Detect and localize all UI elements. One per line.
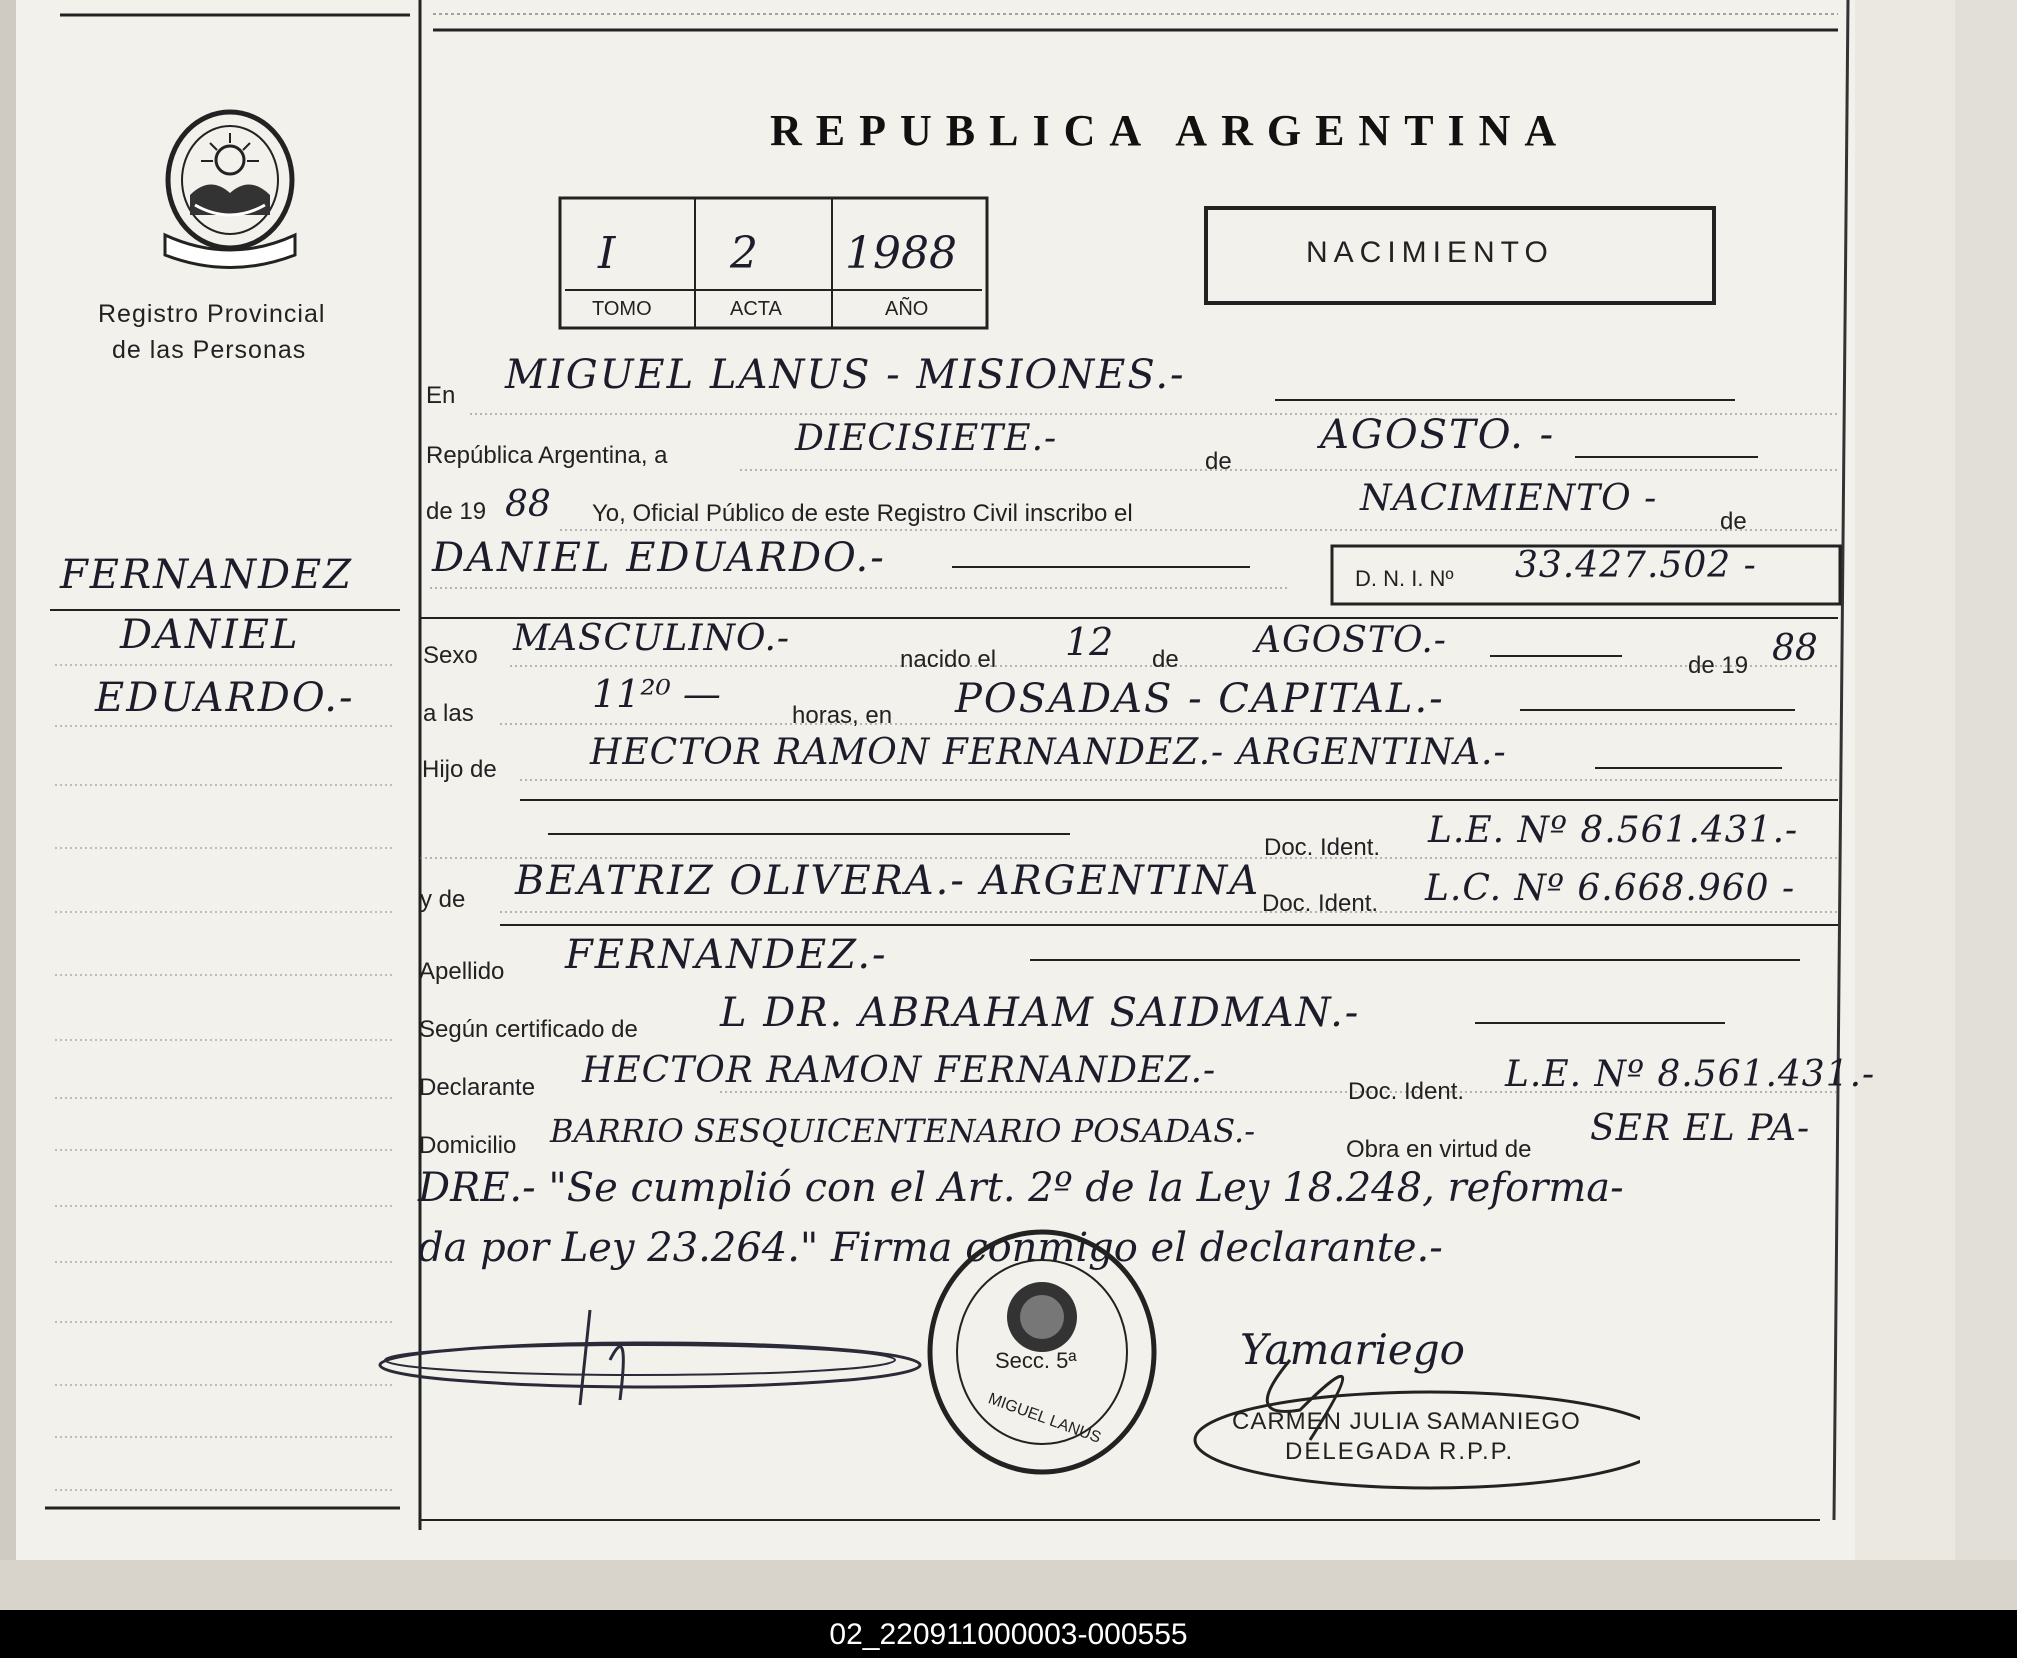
label-declarante: Declarante — [419, 1074, 536, 1101]
value-birth-day: 12 — [1065, 620, 1114, 664]
value-birth-year: 88 — [1772, 628, 1818, 669]
label-de-19: de 19 — [426, 498, 487, 525]
official-title: DELEGADA R.P.P. — [1285, 1438, 1515, 1465]
label-doc-ident-father: Doc. Ident. — [1264, 834, 1381, 861]
label-sexo: Sexo — [423, 642, 478, 669]
value-father: HECTOR RAMON FERNANDEZ.- ARGENTINA.- — [590, 732, 1507, 773]
province-seal — [155, 105, 305, 275]
value-mother: BEATRIZ OLIVERA.- ARGENTINA — [515, 858, 1261, 904]
value-act: NACIMIENTO - — [1360, 478, 1658, 519]
stamp-bottom-text: MIGUEL LANUS — [985, 1390, 1104, 1447]
label-y-de: y de — [420, 886, 466, 913]
label-doc-ident-declarant: Doc. Ident. — [1348, 1078, 1465, 1105]
value-month: AGOSTO. - — [1320, 412, 1556, 458]
official-signature-flourish — [1180, 1290, 1640, 1510]
label-nacido-el: nacido el — [900, 646, 997, 673]
value-year: 88 — [505, 484, 551, 525]
value-mother-doc: L.C. Nº 6.668.960 - — [1425, 868, 1796, 909]
label-de19-birth: de 19 — [1688, 652, 1749, 679]
margin-given2: EDUARDO.- — [95, 675, 355, 721]
label-de-month: de — [1205, 448, 1232, 475]
registry-line1: Registro Provincial — [98, 300, 326, 328]
value-virtue: SER EL PA- — [1590, 1108, 1811, 1149]
label-republica: República Argentina, a — [426, 442, 668, 469]
tomo-value: I — [598, 228, 616, 279]
value-declarant-doc: L.E. Nº 8.561.431.- — [1505, 1054, 1876, 1095]
value-declarant: HECTOR RAMON FERNANDEZ.- — [582, 1050, 1217, 1091]
label-obra-en-virtud: Obra en virtud de — [1346, 1136, 1532, 1163]
act-type-label: NACIMIENTO — [1306, 236, 1554, 269]
image-id-bar — [0, 1610, 2017, 1658]
label-dni: D. N. I. Nº — [1355, 566, 1454, 591]
value-sex: MASCULINO.- — [513, 618, 791, 659]
acta-label: ACTA — [730, 298, 782, 320]
label-apellido: Apellido — [419, 958, 505, 985]
label-domicilio: Domicilio — [419, 1132, 517, 1159]
margin-surname: FERNANDEZ — [60, 552, 354, 598]
official-signature: Yamariego — [1240, 1325, 1465, 1374]
value-birth-month: AGOSTO.- — [1255, 620, 1447, 661]
margin-given1: DANIEL — [120, 612, 300, 658]
label-hijo-de: Hijo de — [422, 756, 497, 783]
label-a-las: a las — [423, 700, 474, 727]
ano-label: AÑO — [885, 298, 929, 320]
label-yo-oficial: Yo, Oficial Público de este Registro Civil inscribo el — [592, 500, 1133, 527]
label-doc-ident-mother: Doc. Ident. — [1262, 890, 1379, 917]
note-line2: da por Ley 23.264." Firma conmigo el declarante.- — [418, 1225, 1443, 1271]
label-de-act: de — [1720, 508, 1747, 535]
label-segun-certificado: Según certificado de — [419, 1016, 638, 1043]
label-de-birth-month: de — [1152, 646, 1179, 673]
country-title: REPUBLICA ARGENTINA — [770, 106, 1571, 155]
note-line1: DRE.- "Se cumplió con el Art. 2º de la Ley 18.248, reforma- — [418, 1165, 1624, 1211]
stamp-section: Secc. 5ª — [995, 1348, 1077, 1373]
tomo-label: TOMO — [592, 298, 652, 320]
label-horas-en: horas, en — [792, 702, 893, 729]
value-day: DIECISIETE.- — [795, 418, 1058, 459]
value-surname: FERNANDEZ.- — [565, 932, 888, 978]
value-certificate: L DR. ABRAHAM SAIDMAN.- — [720, 990, 1361, 1036]
value-hour: 11²⁰ — — [592, 672, 721, 716]
acta-value: 2 — [730, 228, 758, 279]
value-place: MIGUEL LANUS - MISIONES.- — [505, 352, 1186, 398]
value-father-doc: L.E. Nº 8.561.431.- — [1428, 810, 1799, 851]
declarant-signature — [370, 1300, 930, 1420]
label-en: En — [426, 382, 456, 409]
registry-line2: de las Personas — [112, 336, 307, 364]
value-birth-place: POSADAS - CAPITAL.- — [955, 676, 1445, 722]
ano-value: 1988 — [845, 228, 957, 279]
value-dni: 33.427.502 - — [1515, 545, 1757, 586]
value-name: DANIEL EDUARDO.- — [432, 535, 886, 581]
value-address: BARRIO SESQUICENTENARIO POSADAS.- — [550, 1112, 1256, 1150]
official-name: CARMEN JULIA SAMANIEGO — [1232, 1408, 1581, 1435]
image-id: 02_220911000003-000555 — [829, 1618, 1188, 1651]
